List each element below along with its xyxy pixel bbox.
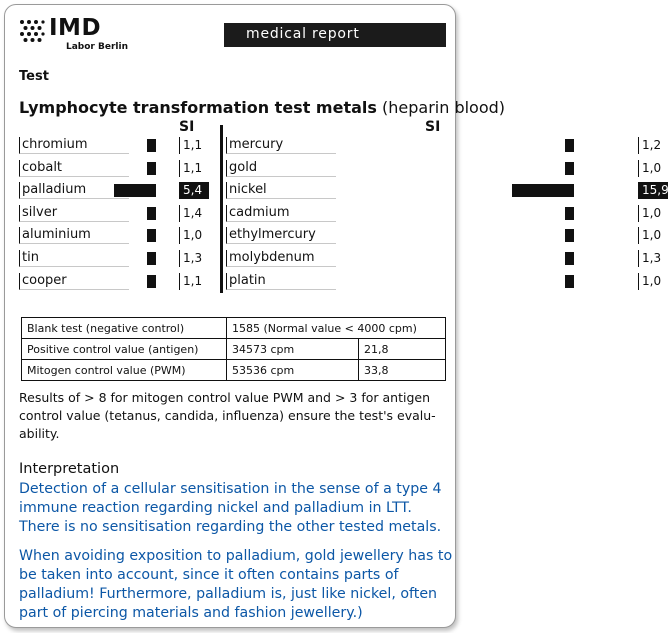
test-title xyxy=(19,98,505,117)
column-divider xyxy=(220,125,223,293)
report-type-banner: medical report xyxy=(224,23,446,47)
si-value: 1,1 xyxy=(179,160,209,177)
si-bar xyxy=(565,275,574,288)
metal-name: molybdenum xyxy=(226,250,336,267)
si-bar xyxy=(147,139,156,152)
metal-row-metals_left-6 xyxy=(19,273,219,290)
metal-row-metals_left-4 xyxy=(19,227,219,244)
metal-row-metals_left-2 xyxy=(19,182,219,199)
metal-row-metals_right-6 xyxy=(226,272,662,290)
metal-row-metals_right-4 xyxy=(226,227,662,244)
metal-name: cadmium xyxy=(226,205,336,222)
metal-name: cooper xyxy=(19,273,129,290)
si-value: 1,0 xyxy=(638,227,668,244)
si-bar xyxy=(147,229,156,242)
control-value: 1585 (Normal value < 4000 cpm) xyxy=(227,318,446,339)
metal-row-metals_right-3 xyxy=(226,204,662,222)
report-card xyxy=(4,4,669,628)
metal-name: aluminium xyxy=(19,227,129,244)
table-row xyxy=(22,318,446,339)
metal-name: mercury xyxy=(226,137,336,154)
si-bar xyxy=(565,139,574,152)
si-value: 1,2 xyxy=(638,137,668,154)
metal-name: ethylmercury xyxy=(226,227,336,244)
si-bar xyxy=(565,252,574,265)
si-value: 15,9 xyxy=(638,182,668,199)
si-value: 5,4 xyxy=(179,182,209,199)
control-value: 53536 cpm xyxy=(227,360,359,381)
metal-name: nickel xyxy=(226,182,336,199)
metal-row-metals_right-0 xyxy=(226,137,662,154)
si-value: 1,0 xyxy=(638,205,668,222)
metal-row-metals_right-2 xyxy=(226,182,669,199)
metal-name: platin xyxy=(226,273,336,290)
si-bar xyxy=(565,207,574,220)
test-title-main: Lymphocyte transformation test metals xyxy=(19,98,377,117)
si-bar xyxy=(147,252,156,265)
interpretation-advice: When avoiding exposition to palladium, gold jewellery has to be taken into account, since it often contains parts of palladium! Furthermore, palladium is, just like nickel, often part of piercing materials and fashion jewellery.) xyxy=(19,548,453,621)
si-value: 1,0 xyxy=(638,273,668,290)
test-title-sample: (heparin blood) xyxy=(382,98,506,117)
si-value: 1,1 xyxy=(179,273,209,290)
metal-name: chromium xyxy=(19,137,129,154)
dot-grid-icon xyxy=(19,19,45,43)
validity-note: Results of > 8 for mitogen control value PWM and > 3 for antigen control value (tetanus, candida, influenza) ensure the test's evalu-ability. xyxy=(19,390,436,441)
metal-row-metals_right-5 xyxy=(226,250,662,267)
control-label: Blank test (negative control) xyxy=(22,318,227,339)
metal-row-metals_left-3 xyxy=(19,205,219,222)
control-si: 21,8 xyxy=(359,339,446,360)
metal-name: cobalt xyxy=(19,160,129,177)
si-value: 1,0 xyxy=(179,227,209,244)
metal-name: palladium xyxy=(19,182,129,199)
interpretation-text: Detection of a cellular sensitisation in the sense of a type 4 immune reaction regarding nickel and palladium in LTT. There is no sensitisation regarding the other tested metals. xyxy=(19,481,442,535)
si-bar xyxy=(114,184,156,197)
metal-row-metals_left-5 xyxy=(19,250,219,267)
si-header-right: SI xyxy=(425,119,441,135)
control-si: 33,8 xyxy=(359,360,446,381)
table-row xyxy=(22,339,446,360)
logo-subtitle: Labor Berlin xyxy=(66,42,128,52)
control-value: 34573 cpm xyxy=(227,339,359,360)
si-value: 1,3 xyxy=(638,250,668,267)
si-value: 1,3 xyxy=(179,250,209,267)
metal-name: silver xyxy=(19,205,129,222)
si-value: 1,1 xyxy=(179,137,209,154)
si-bar xyxy=(512,184,574,197)
si-bar xyxy=(565,162,574,175)
si-value: 1,0 xyxy=(638,160,668,177)
si-bar xyxy=(147,275,156,288)
si-bar xyxy=(147,162,156,175)
metal-row-metals_left-0 xyxy=(19,137,219,154)
table-row xyxy=(22,360,446,381)
interpretation-heading: Interpretation xyxy=(19,461,120,477)
metal-name: tin xyxy=(19,250,129,267)
si-bar xyxy=(565,229,574,242)
control-label: Positive control value (antigen) xyxy=(22,339,227,360)
si-header-left: SI xyxy=(179,119,195,135)
control-label: Mitogen control value (PWM) xyxy=(22,360,227,381)
metal-row-metals_left-1 xyxy=(19,160,219,177)
si-bar xyxy=(147,207,156,220)
si-value: 1,4 xyxy=(179,205,209,222)
logo-name: IMD xyxy=(49,15,102,41)
metal-row-metals_right-1 xyxy=(226,159,662,177)
section-label: Test xyxy=(19,69,49,84)
metal-name: gold xyxy=(226,160,336,177)
controls-table xyxy=(21,317,446,381)
